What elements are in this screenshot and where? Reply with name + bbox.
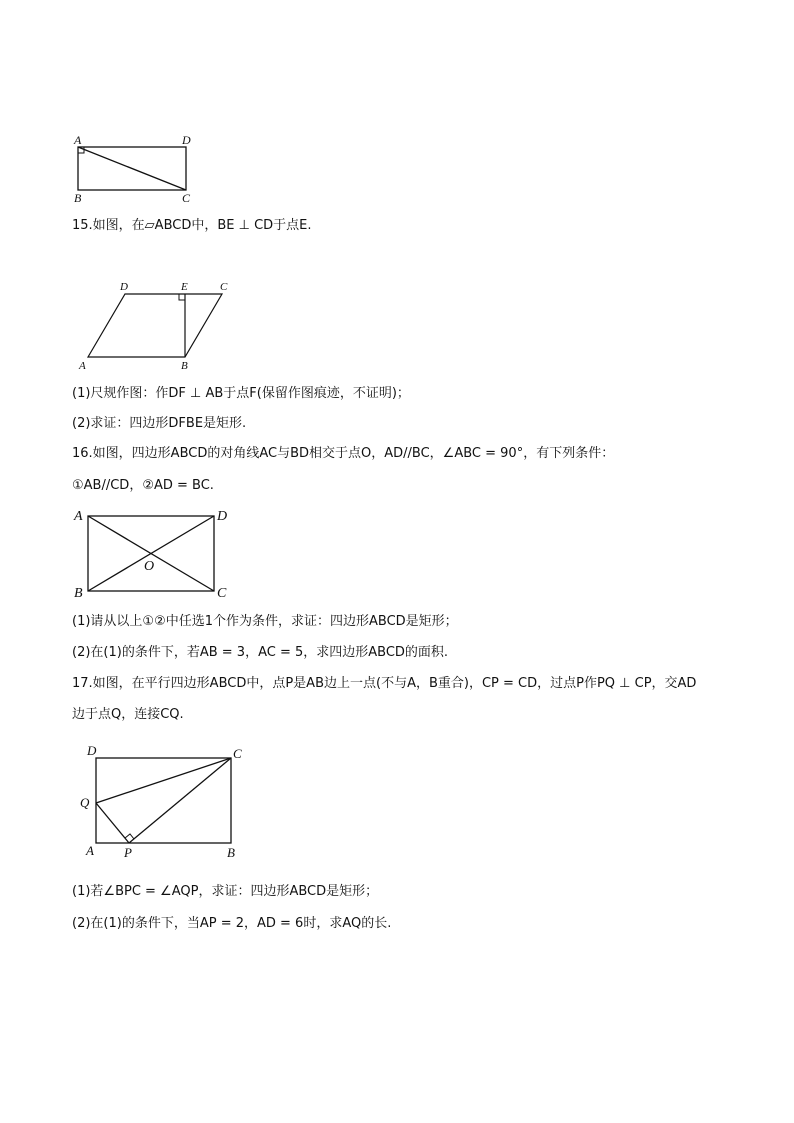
figure-parallelogram (75, 280, 235, 372)
diagonal-ac (78, 147, 186, 190)
rectangle-abcd (96, 758, 231, 843)
problem-17-part-1: (1)若∠BPC = ∠AQP，求证：四边形ABCD是矩形； (72, 884, 379, 899)
label-c: C (182, 191, 191, 205)
parallelogram-abcd (88, 294, 222, 357)
right-angle-mark (179, 294, 185, 300)
figure-rectangle-diagonals (70, 505, 240, 600)
problem-16-part-2: (2)在(1)的条件下，若AB = 3，AC = 5，求四边形ABCD的面积. (72, 645, 449, 660)
problem-16-conditions: ①AB//CD，②AD = BC. (72, 478, 214, 493)
label-b: B (74, 191, 82, 205)
problem-16-part-1: (1)请从以上①②中任选1个作为条件，求证：四边形ABCD是矩形； (72, 614, 458, 629)
label-a: A (74, 133, 82, 147)
problem-15-part-1: (1)尺规作图：作DF ⊥ AB于点F(保留作图痕迹，不证明)； (72, 386, 410, 401)
problem-16-stem: 16.如图，四边形ABCD的对角线AC与BD相交于点O，AD//BC，∠ABC = 90°，有下列条件： (72, 446, 615, 461)
label-a: A (79, 360, 86, 372)
segment-qp (96, 803, 129, 843)
segment-cp (129, 758, 231, 843)
problem-15-part-2: (2)求证：四边形DFBE是矩形. (72, 416, 247, 431)
figure-rectangle-pq (76, 743, 251, 863)
right-angle-mark (125, 834, 134, 839)
label-d: D (120, 281, 128, 293)
problem-17-stem-line-1: 17.如图，在平行四边形ABCD中，点P是AB边上一点(不与A，B重合)，CP = CD，过点P作PQ ⊥ CP，交AD (72, 676, 697, 691)
label-e: E (181, 281, 188, 293)
segment-qc (96, 758, 231, 803)
label-c: C (220, 281, 228, 293)
label-c: C (233, 746, 242, 761)
label-d: D (217, 509, 228, 524)
label-q: Q (80, 795, 90, 810)
label-d: D (182, 133, 191, 147)
label-c: C (217, 586, 227, 601)
problem-17-part-2: (2)在(1)的条件下，当AP = 2，AD = 6时，求AQ的长. (72, 916, 392, 931)
label-a: A (86, 843, 94, 858)
label-o: O (144, 559, 155, 574)
label-p: P (124, 845, 132, 860)
label-b: B (227, 845, 235, 860)
label-a: A (74, 509, 83, 524)
label-b: B (74, 586, 83, 601)
problem-15-stem: 15.如图，在▱ABCD中，BE ⊥ CD于点E. (72, 218, 312, 233)
label-d: D (87, 743, 97, 758)
figure-rectangle-diagonal (70, 132, 200, 204)
problem-17-stem-line-2: 边于点Q，连接CQ. (72, 707, 184, 722)
label-b: B (181, 360, 188, 372)
